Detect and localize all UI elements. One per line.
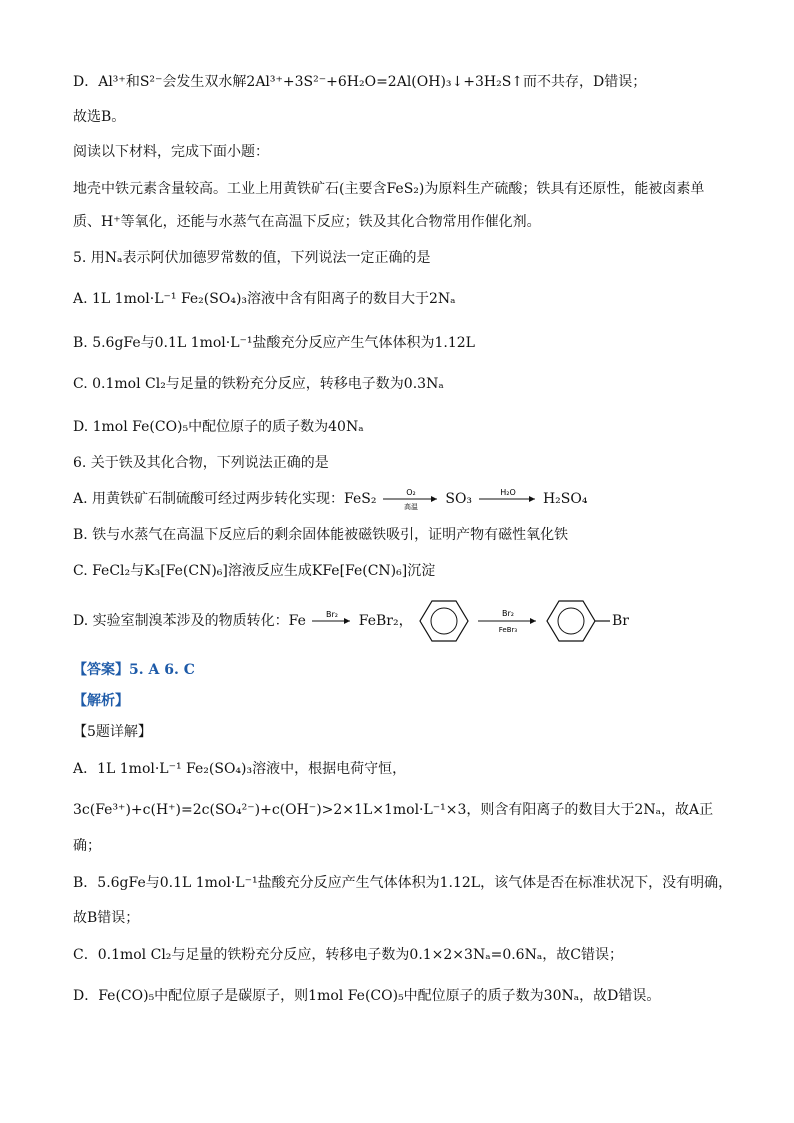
arrow-bottom-label: FeBr₃	[498, 626, 517, 634]
reaction-arrow	[477, 486, 539, 512]
text-line: 阅读以下材料，完成下面小题：	[73, 144, 269, 160]
reaction-arrow	[476, 606, 540, 636]
bromobenzene-ring-icon	[544, 598, 612, 644]
answer-line: 【答案】5. A 6. C	[73, 662, 195, 678]
text-line: 地壳中铁元素含量较高。工业上用黄铁矿石(主要含FeS₂)为原料生产硫酸；铁具有还原性，能被卤素单	[73, 181, 705, 197]
question-6-stem: 6. 关于铁及其化合物，下列说法正确的是	[73, 455, 329, 471]
analysis-heading: 【解析】	[73, 693, 129, 709]
arrow-top-label: O₂	[406, 488, 416, 497]
reaction-arrow	[310, 608, 354, 634]
explanation-a: A．1L 1mol·L⁻¹ Fe₂(SO₄)₃溶液中，根据电荷守恒，	[73, 761, 407, 777]
bromine-label: Br	[611, 613, 629, 629]
option-6a	[73, 486, 734, 512]
benzene-ring-icon	[417, 598, 471, 644]
product-febr2: FeBr₂，	[358, 613, 413, 629]
option-5a: A. 1L 1mol·L⁻¹ Fe₂(SO₄)₃溶液中含有阳离子的数目大于2Nₐ	[73, 291, 456, 307]
explanation-b: B．5.6gFe与0.1L 1mol·L⁻¹盐酸充分反应产生气体体积为1.12L，该气体是否在标准状况下，没有明确，	[73, 875, 733, 891]
reaction-arrow	[381, 486, 441, 512]
option-6c: C. FeCl₂与K₃[Fe(CN)₆]溶液反应生成KFe[Fe(CN)₆]沉淀	[73, 563, 436, 579]
arrow-top-label: Br₂	[501, 609, 514, 618]
arrow-top-label: H₂O	[499, 488, 516, 497]
explanation-b-cont: 故B错误；	[73, 910, 140, 926]
option-6a-text: A. 用黄铁矿石制硫酸可经过两步转化实现：FeS₂	[73, 491, 377, 507]
explanation-d: D．Fe(CO)₅中配位原子是碳原子，则1mol Fe(CO)₅中配位原子的质子数为30Nₐ，故D错误。	[73, 988, 661, 1004]
option-5b: B. 5.6gFe与0.1L 1mol·L⁻¹盐酸充分反应产生气体体积为1.12L	[73, 335, 475, 351]
explanation-a-cont: 3c(Fe³⁺)+c(H⁺)=2c(SO₄²⁻)+c(OH⁻)>2×1L×1mol·L⁻¹×3，则含有阳离子的数目大于2Nₐ，故A正	[73, 802, 714, 818]
bromobenzene	[544, 598, 629, 644]
explanation-c: C．0.1mol Cl₂与足量的铁粉充分反应，转移电子数为0.1×2×3Nₐ=0.6Nₐ，故C错误；	[73, 947, 623, 963]
question-5-stem: 5. 用Nₐ表示阿伏加德罗常数的值，下列说法一定正确的是	[73, 250, 431, 266]
option-6d	[73, 598, 734, 644]
option-6d-text: D. 实验室制溴苯涉及的物质转化：Fe	[73, 613, 306, 629]
text-line: 质、H⁺等氧化，还能与水蒸气在高温下反应；铁及其化合物常用作催化剂。	[73, 214, 541, 230]
text-line: 故选B。	[73, 109, 126, 125]
arrow-top-label: Br₂	[326, 610, 339, 619]
text-line: D．Al³⁺和S²⁻会发生双水解2Al³⁺+3S²⁻+6H₂O=2Al(OH)₃↓+3H₂S↑而不共存，D错误；	[73, 74, 647, 90]
option-6b: B. 铁与水蒸气在高温下反应后的剩余固体能被磁铁吸引，证明产物有磁性氧化铁	[73, 527, 569, 543]
arrow-bottom-label: 高温	[403, 503, 418, 511]
explanation-a-cont: 确；	[73, 838, 101, 854]
product-h2so4: H₂SO₄	[542, 491, 588, 507]
q5-detail-heading: 【5题详解】	[73, 724, 152, 740]
option-5c: C. 0.1mol Cl₂与足量的铁粉充分反应，转移电子数为0.3Nₐ	[73, 376, 444, 392]
option-5d: D. 1mol Fe(CO)₅中配位原子的质子数为40Nₐ	[73, 419, 364, 435]
product-so3: SO₃	[445, 491, 473, 507]
